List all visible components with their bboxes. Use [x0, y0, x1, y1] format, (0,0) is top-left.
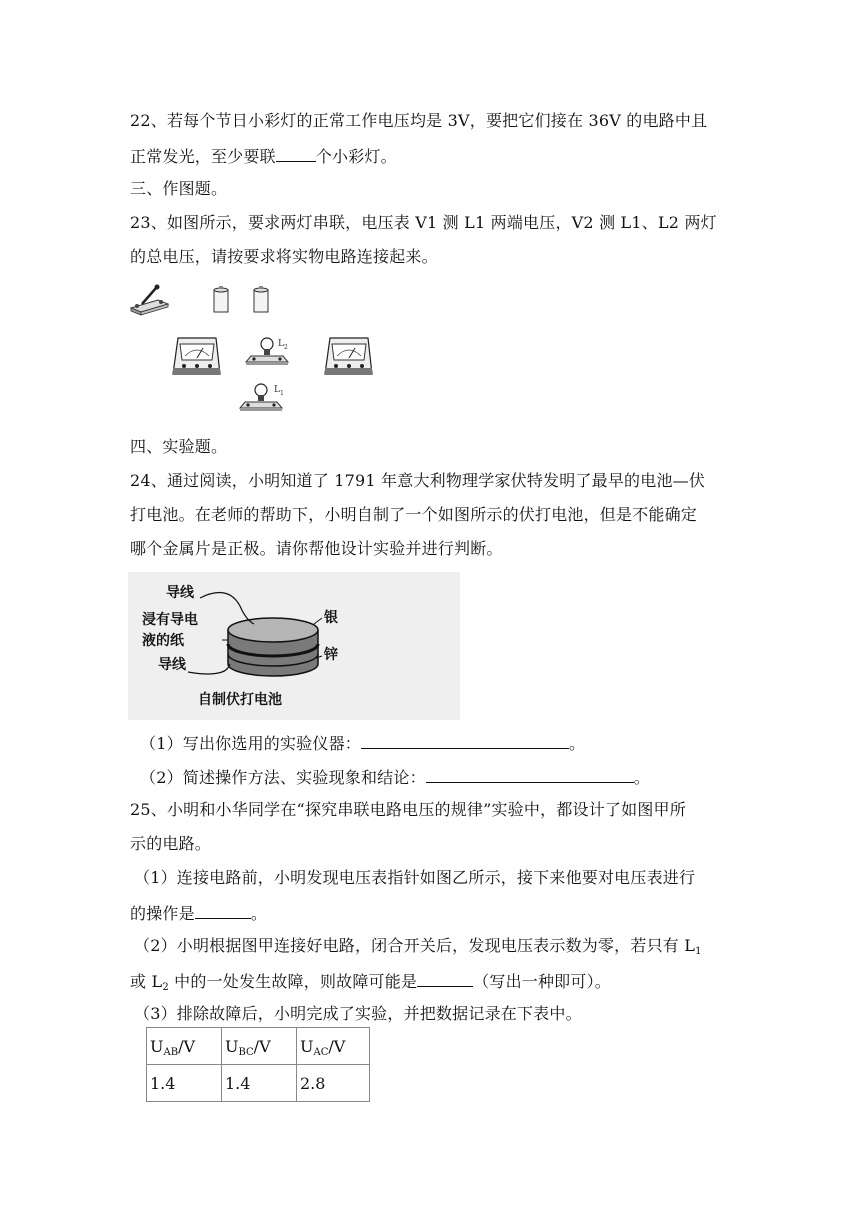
- label-paper-2: 液的纸: [142, 633, 184, 649]
- figure-caption: 自制伏打电池: [198, 692, 282, 708]
- circuit-components-figure: [128, 282, 388, 422]
- q25-line1: 25、小明和小华同学在“探究串联电路电压的规律”实验中，都设计了如图甲所: [130, 800, 686, 819]
- table-header-uab: $U_{AB}/V$: [147, 1028, 222, 1065]
- table-header-row: [147, 1028, 370, 1065]
- table-cell-uab: 1.4: [147, 1065, 222, 1102]
- q22-line1: 22、若每个节日小彩灯的正常工作电压均是 3V，要把它们接在 36V 的电路中且: [130, 111, 708, 130]
- q25-sub1-line2: [130, 901, 267, 925]
- label-wire-bottom: 导线: [158, 657, 186, 673]
- switch-icon: [131, 285, 168, 316]
- q24-sub1-text: （1）写出你选用的实验仪器：: [140, 734, 361, 753]
- q25-sub1-answer-blank[interactable]: [195, 901, 251, 919]
- q23-line2: 的总电压，请按要求将实物电路连接起来。: [130, 247, 438, 266]
- battery-cell-icon: [254, 286, 268, 312]
- lamp-l2-icon: [246, 338, 288, 365]
- label-silver: 银: [324, 610, 338, 626]
- voltmeter-icon: [173, 338, 220, 375]
- q25-sub2-or: 或 L: [130, 972, 163, 991]
- q24-line3: 哪个金属片是正极。请你帮他设计实验并进行判断。: [130, 539, 503, 558]
- q25-sub2-line2: [130, 969, 611, 993]
- table-header-ubc: $U_{BC}/V$: [222, 1028, 297, 1065]
- battery-cell-icon: [214, 286, 228, 312]
- q25-sub3: （3）排除故障后，小明完成了实验，并把数据记录在下表中。: [134, 1004, 582, 1023]
- q24-line1: 24、通过阅读，小明知道了 1791 年意大利物理学家伏特发明了最早的电池—伏: [130, 471, 706, 490]
- q25-sub1-end: 。: [250, 904, 268, 923]
- q24-sub2: [140, 765, 650, 789]
- voltage-data-table: [146, 1027, 370, 1102]
- q25-sub2-line1: [134, 935, 702, 957]
- l2-subscript: 2: [162, 982, 169, 993]
- q24-sub1-answer-blank[interactable]: [361, 731, 569, 749]
- label-wire-top: 导线: [166, 585, 194, 601]
- q24-sub2-answer-blank[interactable]: [426, 765, 634, 783]
- lamp-l1-icon: [240, 384, 284, 411]
- svg-text:L2: $L_2$: [278, 339, 288, 351]
- q25-sub2-end: （写出一种即可）。: [473, 972, 611, 991]
- svg-text:L1: $L_1$: [274, 385, 284, 397]
- q23-line1: 23、如图所示，要求两灯串联，电压表 V1 测 L1 两端电压，V2 测 L1、L2 两灯: [130, 213, 717, 232]
- q25-line2: 示的电路。: [130, 834, 212, 853]
- voltaic-battery-figure: [128, 572, 460, 720]
- q24-line2: 打电池。在老师的帮助下，小明自制了一个如图所示的伏打电池，但是不能确定: [130, 505, 698, 524]
- q22-line2-post: 个小彩灯。: [315, 147, 397, 166]
- q24-sub2-end: 。: [633, 768, 650, 787]
- label-zinc: 锌: [324, 647, 338, 663]
- q25-sub2-text: （2）小明根据图甲连接好电路，闭合开关后，发现电压表示数为零，若只有 L: [134, 936, 696, 955]
- l1-subscript: 1: [695, 946, 702, 957]
- table-cell-uac: 2.8: [297, 1065, 370, 1102]
- q25-sub2-answer-blank[interactable]: [417, 969, 473, 987]
- q24-sub1-end: 。: [568, 734, 586, 753]
- q24-sub2-text: （2）简述操作方法、实验现象和结论：: [140, 768, 426, 787]
- q25-sub1-text: 的操作是: [130, 904, 195, 923]
- table-header-uac: $U_{AC}/V$: [297, 1028, 370, 1065]
- q25-sub2-mid: 中的一处发生故障，则故障可能是: [168, 972, 418, 991]
- q22-line2: [130, 144, 397, 168]
- voltmeter-icon: [325, 338, 372, 375]
- q22-line2-pre: 正常发光，至少要联: [130, 147, 276, 166]
- table-cell-ubc: 1.4: [222, 1065, 297, 1102]
- q24-sub1: [140, 731, 585, 755]
- label-paper-1: 浸有导电: [142, 612, 198, 628]
- q22-answer-blank[interactable]: [276, 144, 316, 162]
- q25-sub1-line1: （1）连接电路前，小明发现电压表指针如图乙所示，接下来他要对电压表进行: [134, 868, 696, 887]
- table-row: [147, 1065, 370, 1102]
- section-3-heading: 三、作图题。: [130, 179, 228, 198]
- section-4-heading: 四、实验题。: [130, 437, 228, 456]
